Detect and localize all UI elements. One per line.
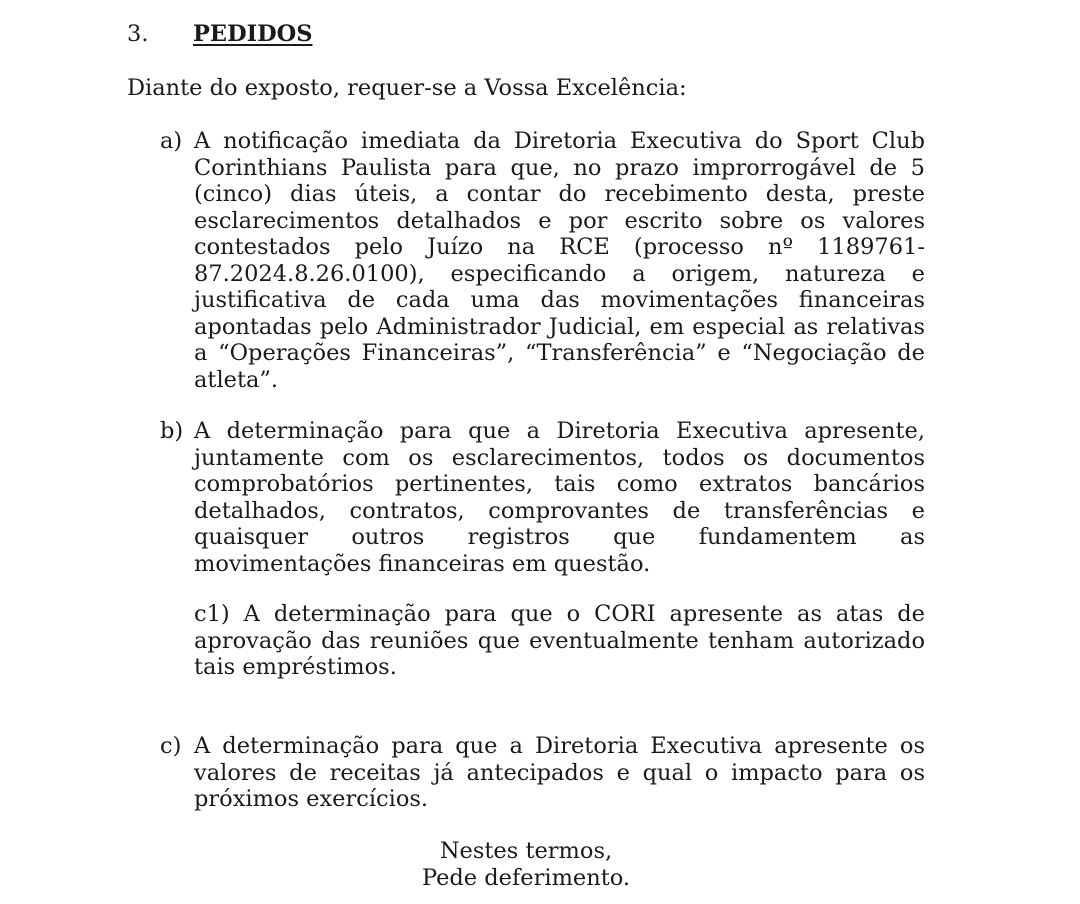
item-text: A determinação para que a Diretoria Executiva apresente, juntamente com os esclarecimentos, todos os documentos comprobatórios pertinentes, tais como extratos bancários detalhados, contratos, comprovantes de transferências e quaisquer outros registros que fundamentem as movimentações financeiras em questão. [194, 418, 925, 577]
section-title: PEDIDOS [193, 21, 313, 47]
intro-paragraph: Diante do exposto, requer-se a Vossa Excelência: [127, 75, 687, 101]
section-number: 3. [127, 21, 149, 47]
request-item-b [160, 418, 925, 577]
closing-block [0, 838, 1052, 892]
request-item-c1 [194, 601, 925, 681]
section-heading [127, 20, 312, 48]
request-item-a [160, 128, 925, 393]
closing-line-2: Pede deferimento. [421, 865, 631, 891]
item-marker: c1) [194, 601, 230, 627]
request-item-c [160, 733, 925, 813]
item-text: A determinação para que o CORI apresente as atas de aprovação das reuniões que eventualmente tenham autorizado tais empréstimos. [194, 601, 925, 680]
item-text: A determinação para que a Diretoria Executiva apresente os valores de receitas já antecipados e qual o impacto para os próximos exercícios. [194, 733, 925, 812]
item-text: A notificação imediata da Diretoria Executiva do Sport Club Corinthians Paulista para que, no prazo improrrogável de 5 (cinco) dias úteis, a contar do recebimento desta, preste esclarecimentos detalhados e por escrito sobre os valores contestados pelo Juízo na RCE (processo nº 1189761-87.2024.8.26.0100), especificando a origem, natureza e justificativa de cada uma das movimentações financeiras apontadas pelo Administrador Judicial, em especial as relativas a “Operações Financeiras”, “Transferência” e “Negociação de atleta”. [194, 128, 925, 393]
closing-line-1: Nestes termos, [439, 838, 613, 864]
item-marker: b) [160, 418, 184, 444]
item-marker: c) [160, 733, 182, 759]
item-marker: a) [160, 128, 183, 154]
